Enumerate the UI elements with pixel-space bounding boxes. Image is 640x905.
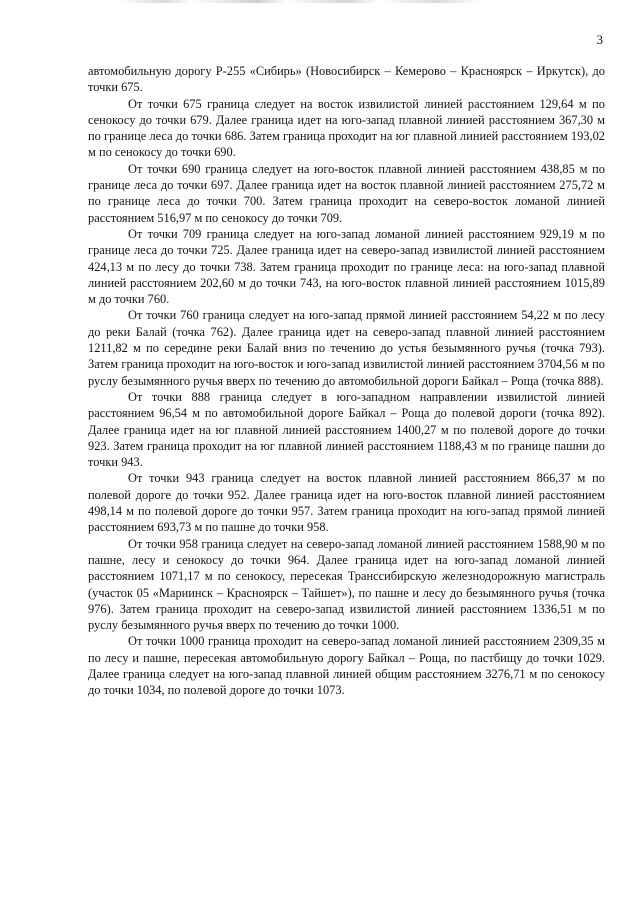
paragraph: От точки 760 граница следует на юго-запад прямой линией расстоянием 54,22 м по лесу до реки Балай (точка 762). Далее граница идет на северо-запад плавной линией расстоянием 1211,82 м по середине реки Балай вниз по течению до устья безымянного ручья (точка 793). Затем граница проходит на юго-восток и юго-запад извилистой линией расстоянием 3704,56 м по руслу безымянного ручья вверх по течению до автомобильной дороги Байкал – Роща (точка 888). <box>88 308 605 388</box>
page-number: 3 <box>596 32 603 47</box>
paragraph: От точки 958 граница следует на северо-запад ломаной линией расстоянием 1588,90 м по пашне, лесу и сенокосу до точки 964. Далее граница идет на юго-запад ломаной линией расстоянием 1071,17 м по сенокосу, пересекая Транссибирскую железнодорожную магистраль (участок 05 «Мариинск – Красноярск – Тайшет»), по пашне и лесу до безымянного ручья (точка 976). Затем граница проходит на северо-запад извилистой линией расстоянием 1336,51 м по руслу безымянного ручья вверх по течению до точки 1000. <box>88 536 605 633</box>
paragraph: От точки 888 граница следует в юго-западном направлении извилистой линией расстоянием 96,54 м по автомобильной дороге Байкал – Роща до полевой дороги (точка 892). Далее граница идет на юг плавной линией расстоянием 1400,27 м по полевой дороге до точки 923. Затем граница проходит на юг плавной линией расстоянием 1188,43 м по границе пашни до точки 943. <box>88 389 605 470</box>
paragraph: От точки 690 граница следует на юго-восток плавной линией расстоянием 438,85 м по границе леса до точки 697. Далее граница идет на восток плавной линией расстоянием 275,72 м по границе леса до точки 700. Затем граница проходит на северо-восток ломаной линией расстоянием 516,97 м по сенокосу до точки 709. <box>88 161 605 225</box>
paragraph: От точки 943 граница следует на восток плавной линией расстоянием 866,37 м по полевой дороге до точки 952. Далее граница идет на юго-восток плавной линией расстоянием 498,14 м по полевой дороге до точки 957. Затем граница проходит на юго-запад прямой линией расстоянием 693,73 м по пашне до точки 958. <box>88 471 605 535</box>
paragraph: От точки 1000 граница проходит на северо-запад ломаной линией расстоянием 2309,35 м по лесу и пашне, пересекая автомобильную дорогу Байкал – Роща, по пастбищу до точки 1029. Далее граница следует на юго-запад плавной линией общим расстоянием 3276,71 м по сенокосу до точки 1034, по полевой дороге до точки 1073. <box>88 634 605 698</box>
document-body <box>88 63 605 699</box>
paragraph: От точки 709 граница следует на юго-запад ломаной линией расстоянием 929,19 м по границе леса до точки 725. Далее граница идет на северо-запад извилистой линией расстоянием 424,13 м по лесу до точки 738. Затем граница проходит по границе леса: на юго-запад плавной линией расстоянием 202,60 м до точки 743, на юго-восток плавной линией расстоянием 1015,89 м до точки 760. <box>88 226 605 307</box>
paragraph: От точки 675 граница следует на восток извилистой линией расстоянием 129,64 м по сенокосу до точки 679. Далее граница идет на юго-запад плавной линией расстоянием 367,30 м по границе леса до точки 686. Затем граница проходит на юг плавной линией расстоянием 193,02 м по сенокосу до точки 690. <box>88 96 605 160</box>
scan-edge-artifact <box>120 0 480 3</box>
paragraph-continuation: автомобильную дорогу Р-255 «Сибирь» (Новосибирск – Кемерово – Красноярск – Иркутск), до точки 675. <box>88 64 605 95</box>
